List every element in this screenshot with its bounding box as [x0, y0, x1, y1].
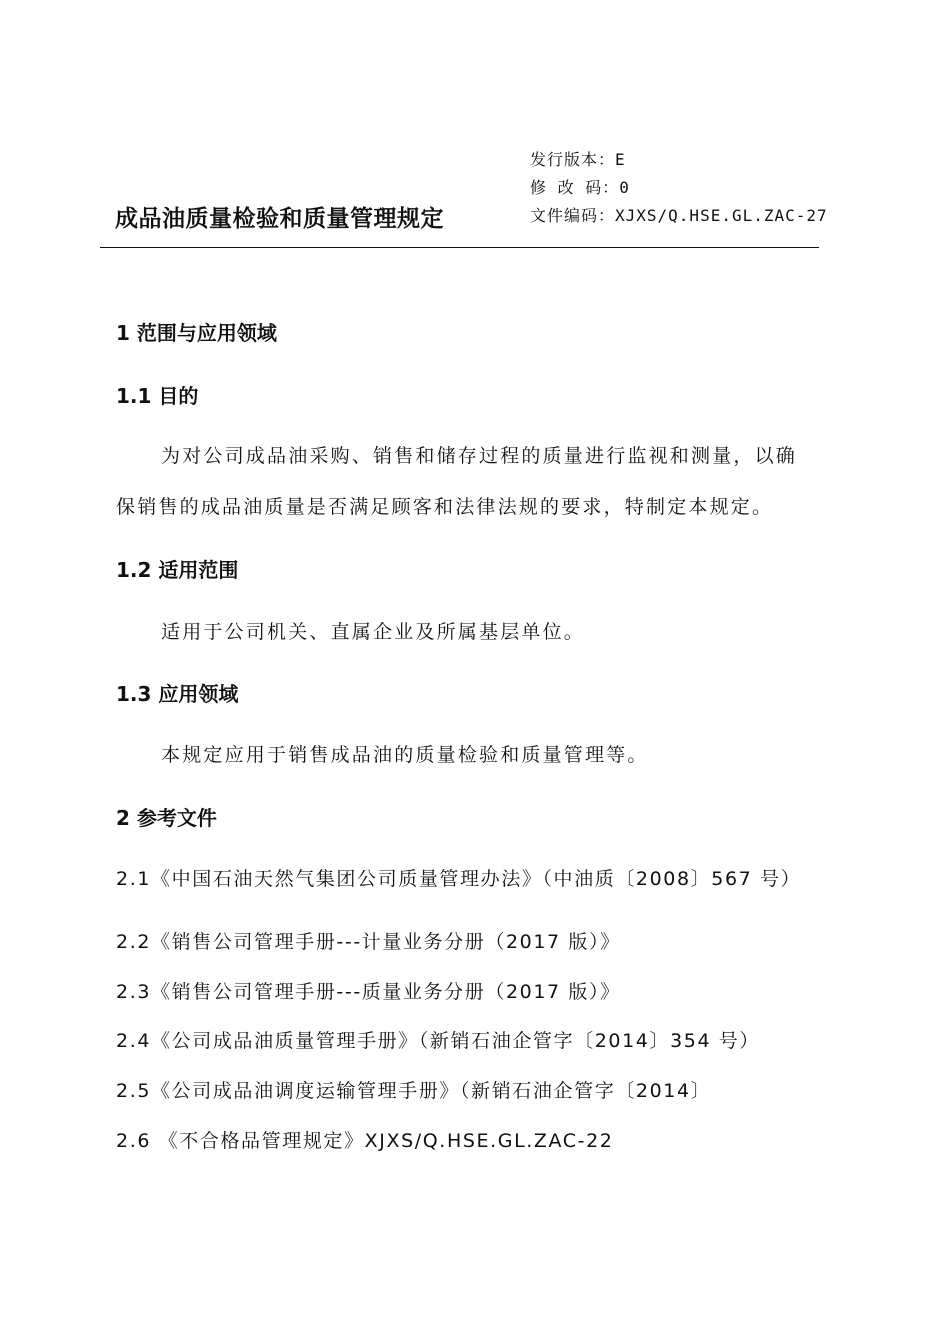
section-1-heading: 1 范围与应用领域 [116, 321, 277, 345]
section-2-heading: 2 参考文件 [116, 806, 217, 830]
section-1-3-heading: 1.3 应用领域 [116, 682, 239, 706]
release-version: 发行版本：E [530, 150, 626, 169]
header-divider [100, 247, 819, 248]
document-title: 成品油质量检验和质量管理规定 [115, 206, 444, 232]
revision-code: 修 改 码：0 [530, 178, 630, 197]
scope-paragraph: 适用于公司机关、直属企业及所属基层单位。 [161, 621, 586, 643]
reference-item: 2.4《公司成品油质量管理手册》（新销石油企管字〔2014〕354 号） [116, 1030, 760, 1052]
document-meta [530, 146, 828, 230]
file-number: 文件编码：XJXS/Q.HSE.GL.ZAC-27 [530, 206, 828, 225]
reference-item: 2.2《销售公司管理手册---计量业务分册（2017 版）》 [116, 931, 621, 953]
reference-item: 2.3《销售公司管理手册---质量业务分册（2017 版）》 [116, 981, 621, 1003]
purpose-paragraph-line-2: 保销售的成品油质量是否满足顾客和法律法规的要求，特制定本规定。 [116, 496, 774, 518]
application-paragraph: 本规定应用于销售成品油的质量检验和质量管理等。 [161, 744, 649, 766]
section-1-1-heading: 1.1 目的 [116, 384, 199, 408]
reference-item: 2.1《中国石油天然气集团公司质量管理办法》（中油质〔2008〕567 号） [116, 868, 802, 890]
section-1-2-heading: 1.2 适用范围 [116, 558, 239, 582]
purpose-paragraph-line-1: 为对公司成品油采购、销售和储存过程的质量进行监视和测量，以确 [161, 445, 798, 467]
reference-item: 2.6 《不合格品管理规定》XJXS/Q.HSE.GL.ZAC-22 [116, 1130, 614, 1152]
reference-item: 2.5《公司成品油调度运输管理手册》（新销石油企管字〔2014〕 [116, 1080, 712, 1102]
